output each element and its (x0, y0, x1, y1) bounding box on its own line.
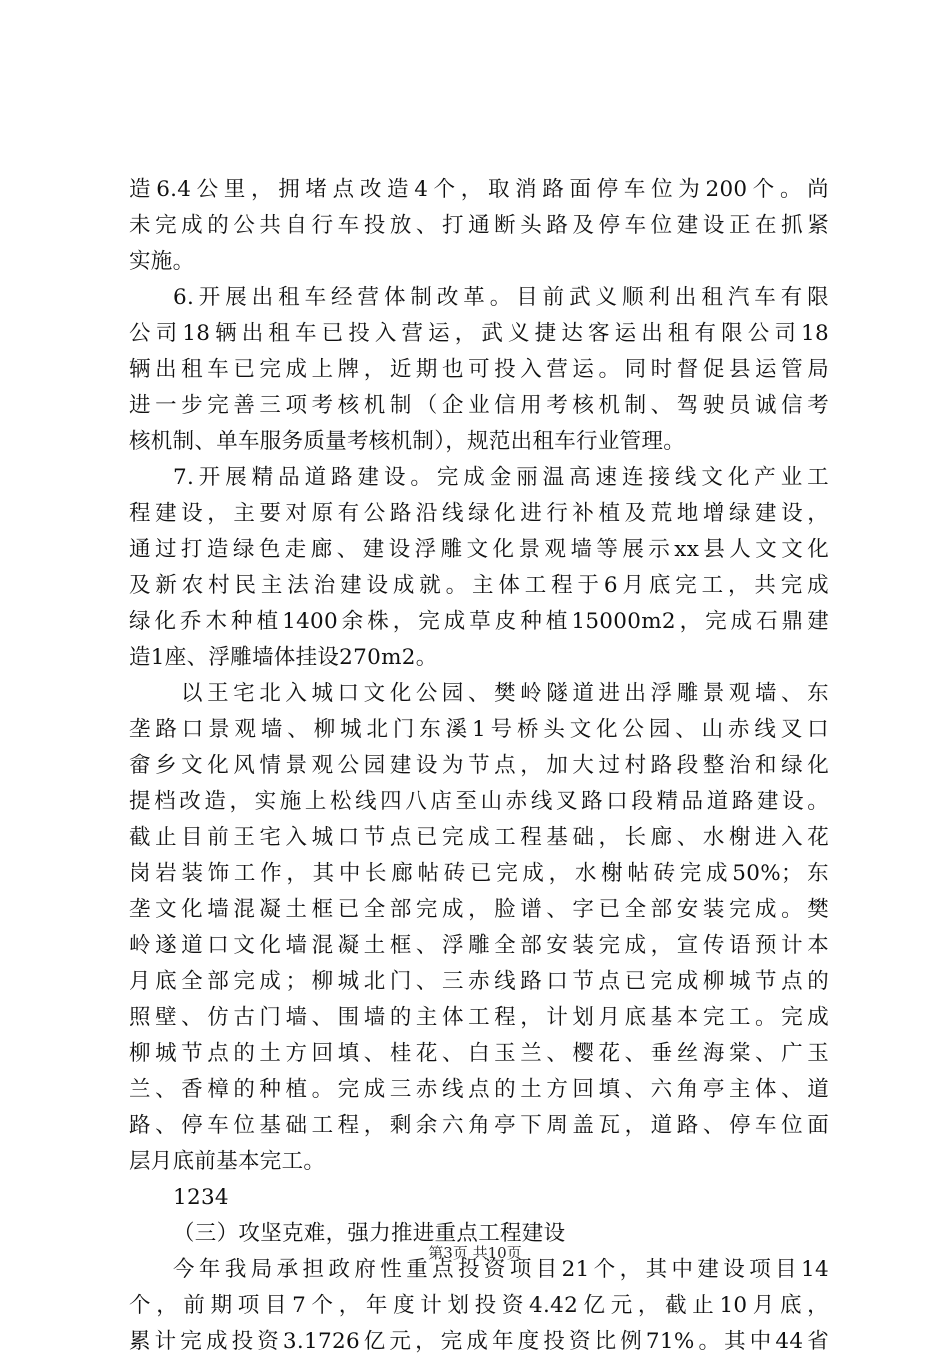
text-line: 垄路口景观墙、柳城北门东溪1号桥头文化公园、山赤线叉口 (129, 717, 829, 742)
text-line: 核机制、单车服务质量考核机制），规范出租车行业管理。 (129, 429, 686, 454)
text-line: 造6.4公里，拥堵点改造4个，取消路面停车位为200个。尚 (129, 177, 829, 202)
text-line: 提档改造，实施上松线四八店至山赤线叉路口段精品道路建设。 (129, 789, 829, 814)
text-line: 1234 (173, 1185, 229, 1210)
text-line: 岗岩装饰工作，其中长廊帖砖已完成，水榭帖砖完成50%；东 (129, 861, 829, 886)
text-line: 路、停车位基础工程，剩余六角亭下周盖瓦，道路、停车位面 (129, 1113, 829, 1138)
text-line: 及新农村民主法治建设成就。主体工程于6月底完工，共完成 (129, 573, 829, 598)
page-footer: 第3页 共10页 (428, 1244, 522, 1262)
text-line: 绿化乔木种植1400余株，完成草皮种植15000m2，完成石鼎建 (129, 609, 829, 634)
text-line: 公司18辆出租车已投入营运，武义捷达客运出租有限公司18 (129, 321, 829, 346)
document-body (129, 172, 829, 1360)
text-line: 辆出租车已完成上牌，近期也可投入营运。同时督促县运管局 (129, 357, 829, 382)
text-line: 进一步完善三项考核机制（企业信用考核机制、驾驶员诚信考 (129, 393, 829, 418)
text-line: （三）攻坚克难，强力推进重点工程建设 (173, 1221, 566, 1246)
text-line: 今年我局承担政府性重点投资项目21个，其中建设项目14 (173, 1257, 829, 1282)
text-line: 月底全部完成；柳城北门、三赤线路口节点已完成柳城节点的 (129, 969, 829, 994)
text-line: 岭遂道口文化墙混凝土框、浮雕全部安装完成，宣传语预计本 (129, 933, 829, 958)
text-line: 照壁、仿古门墙、围墙的主体工程，计划月底基本完工。完成 (129, 1005, 829, 1030)
text-line: 兰、香樟的种植。完成三赤线点的土方回填、六角亭主体、道 (129, 1077, 829, 1102)
text-line: 通过打造绿色走廊、建设浮雕文化景观墙等展示xx县人文文化 (129, 537, 829, 562)
text-line: 未完成的公共自行车投放、打通断头路及停车位建设正在抓紧 (129, 213, 829, 238)
text-line: 程建设，主要对原有公路沿线绿化进行补植及荒地增绿建设， (129, 501, 829, 526)
text-line: 以王宅北入城口文化公园、樊岭隧道进出浮雕景观墙、东 (181, 681, 829, 706)
text-line: 截止目前王宅入城口节点已完成工程基础，长廊、水榭进入花 (129, 825, 829, 850)
text-line: 柳城节点的土方回填、桂花、白玉兰、樱花、垂丝海棠、广玉 (129, 1041, 829, 1066)
text-line: 6.开展出租车经营体制改革。目前武义顺利出租汽车有限 (173, 285, 829, 310)
text-line: 个，前期项目7个，年度计划投资4.42亿元，截止10月底， (129, 1293, 829, 1318)
text-line: 造1座、浮雕墙体挂设270m2。 (129, 645, 438, 670)
text-line: 畲乡文化风情景观公园建设为节点，加大过村路段整治和绿化 (129, 753, 829, 778)
text-line: 实施。 (129, 249, 195, 274)
text-line: 垄文化墙混凝土框已全部完成，脸谱、字已全部安装完成。樊 (129, 897, 829, 922)
text-line: 7.开展精品道路建设。完成金丽温高速连接线文化产业工 (173, 465, 829, 490)
text-line: 层月底前基本完工。 (129, 1149, 326, 1174)
text-line: 累计完成投资3.1726亿元，完成年度投资比例71%。其中44省 (129, 1329, 829, 1354)
